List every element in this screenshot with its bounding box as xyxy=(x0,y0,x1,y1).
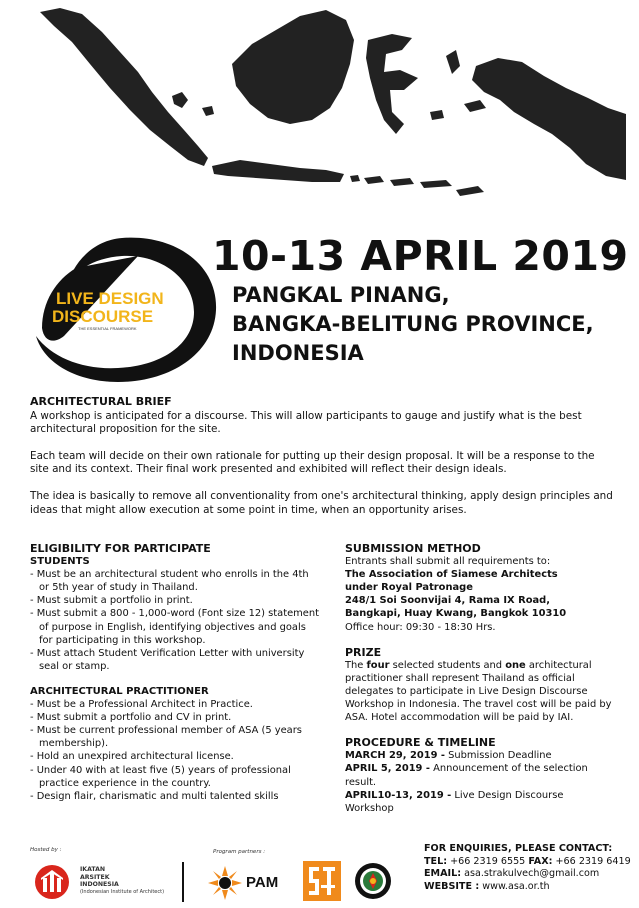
timeline-text: Live Design Discourse Workshop xyxy=(345,789,564,814)
fax-value: +66 2319 6419 xyxy=(552,855,631,867)
iai-text xyxy=(80,866,164,896)
location-line: INDONESIA xyxy=(232,341,364,365)
contact-heading: FOR ENQUIRIES, PLEASE CONTACT: xyxy=(424,843,613,854)
submission-org: The Association of Siamese Architects xyxy=(345,569,558,581)
iai-line: ARSITEK xyxy=(80,873,110,881)
hosted-by-label: Hosted by : xyxy=(30,847,62,853)
timeline-item xyxy=(345,749,615,762)
footer-divider xyxy=(182,862,184,902)
event-location xyxy=(232,281,594,368)
logo-tagline: THE ESSENTIAL FRAMEWORK xyxy=(78,326,137,331)
timeline-date: APRIL10-13, 2019 - xyxy=(345,789,452,801)
iai-line: (Indonesian Institute of Architect) xyxy=(80,888,165,895)
eligibility-heading: ELIGIBILITY FOR PARTICIPATE xyxy=(30,542,211,555)
tel-value: +66 2319 6555 xyxy=(447,855,529,867)
location-line: BANGKA-BELITUNG PROVINCE, xyxy=(232,312,594,336)
submission-heading: SUBMISSION METHOD xyxy=(345,542,481,555)
timeline-date: APRIL 5, 2019 - xyxy=(345,763,430,775)
brief-paragraph: Each team will decide on their own rationale for putting up their design proposal. It will be a response to the site and its context. Their final work presented and exhibited will reflect their design ideals. xyxy=(30,449,595,476)
practitioner-requirement: - Hold an unexpired architectural license. xyxy=(30,751,234,763)
iai-line: INDONESIA xyxy=(80,881,119,889)
office-hours: Office hour: 09:30 - 18:30 Hrs. xyxy=(345,621,496,633)
timeline-text: Announcement of the selection result. xyxy=(345,763,588,788)
brief-paragraph: The idea is basically to remove all conventionality from one's architectural thinking, apply design principles and ideas that might allow execution at some point in time, when an opportunity arises. xyxy=(30,489,613,516)
iai-logo-icon xyxy=(34,864,70,900)
students-heading: STUDENTS xyxy=(30,556,90,568)
practitioner-requirement: - Design flair, charismatic and multi talented skills xyxy=(30,790,279,802)
prize-text-part: selected students and xyxy=(392,659,503,671)
submission-org: under Royal Patronage xyxy=(345,582,473,594)
timeline-item xyxy=(345,762,615,788)
student-requirement: - Must attach Student Verification Letter with university seal or stamp. xyxy=(30,647,305,672)
submission-address: Bangkapi, Huay Kwang, Bangkok 10310 xyxy=(345,608,567,620)
submission-intro: Entrants shall submit all requirements to: xyxy=(345,556,551,568)
practitioner-requirement: - Under 40 with at least five (5) years of professional practice experience in the country. xyxy=(30,764,291,789)
prize-count-practitioner: one xyxy=(505,659,526,671)
event-date: 10-13 APRIL 2019 xyxy=(212,232,629,280)
timeline-item xyxy=(345,789,615,815)
contact-phone-fax xyxy=(424,856,631,869)
timeline-heading: PROCEDURE & TIMELINE xyxy=(345,736,496,750)
prize-text-part: The xyxy=(345,659,364,671)
email-link[interactable]: asa.strakulvech@gmail.com xyxy=(461,868,600,879)
logo-title-line1: LIVE DESIGN xyxy=(56,289,164,308)
timeline-text: Submission Deadline xyxy=(444,750,552,762)
website-link[interactable]: www.asa.or.th xyxy=(479,880,550,892)
practitioner-heading: ARCHITECTURAL PRACTITIONER xyxy=(30,685,209,697)
timeline-date: MARCH 29, 2019 - xyxy=(345,750,445,762)
iai-line: IKATAN xyxy=(80,866,106,873)
eligibility-section xyxy=(30,542,320,803)
program-partners-label: Program partners : xyxy=(213,849,266,855)
brief-paragraph: A workshop is anticipated for a discourse. This will allow participants to gauge and justify what is the best architectural proposition for the site. xyxy=(30,409,582,436)
website-label: WEBSITE : xyxy=(424,880,480,892)
submission-address: 248/1 Soi Soonvijai 4, Rama IX Road, xyxy=(345,595,550,607)
fax-label: FAX: xyxy=(528,855,553,867)
pam-sun-icon xyxy=(208,866,242,900)
prize-text xyxy=(345,659,615,724)
email-label: EMAIL: xyxy=(424,868,462,879)
live-design-discourse-logo xyxy=(22,232,222,387)
contact-email xyxy=(424,868,631,881)
brief-heading: ARCHITECTURAL BRIEF xyxy=(30,395,172,408)
contact-section xyxy=(424,843,631,893)
practitioner-requirement: - Must submit a portfolio and CV in print. xyxy=(30,712,232,724)
indonesia-map-icon xyxy=(0,0,639,232)
asa-logo-icon xyxy=(303,861,341,901)
contact-website xyxy=(424,881,631,894)
practitioner-requirement: - Must be a Professional Architect in Practice. xyxy=(30,699,253,711)
pam-label: PAM xyxy=(246,874,279,891)
practitioner-requirement: - Must be current professional member of ASA (5 years membership). xyxy=(30,725,302,750)
logo-title-line2: DISCOURSE xyxy=(52,307,154,326)
submission-section xyxy=(345,542,615,815)
prize-count-students: four xyxy=(366,659,390,671)
student-requirement: - Must submit a 800 - 1,000-word (Font size 12) statement of purpose in English, identifying objectives and goals for participating in this workshop. xyxy=(30,608,319,646)
tel-label: TEL: xyxy=(424,855,448,867)
architectural-brief xyxy=(30,395,615,530)
prize-text-part: architectural practitioner shall represent Thailand as official delegates to participate in Live Design Discourse Workshop in Indonesia. The travel cost will be paid by ASA. Hotel accommodation will be paid by IAI. xyxy=(345,659,612,724)
student-requirement: - Must be an architectural student who enrolls in the 4th or 5th year of study in Thailand. xyxy=(30,569,309,594)
location-line: PANGKAL PINANG, xyxy=(232,283,450,307)
seal-emblem-icon xyxy=(354,862,392,900)
prize-heading: PRIZE xyxy=(345,645,382,659)
student-requirement: - Must submit a portfolio in print. xyxy=(30,595,193,607)
